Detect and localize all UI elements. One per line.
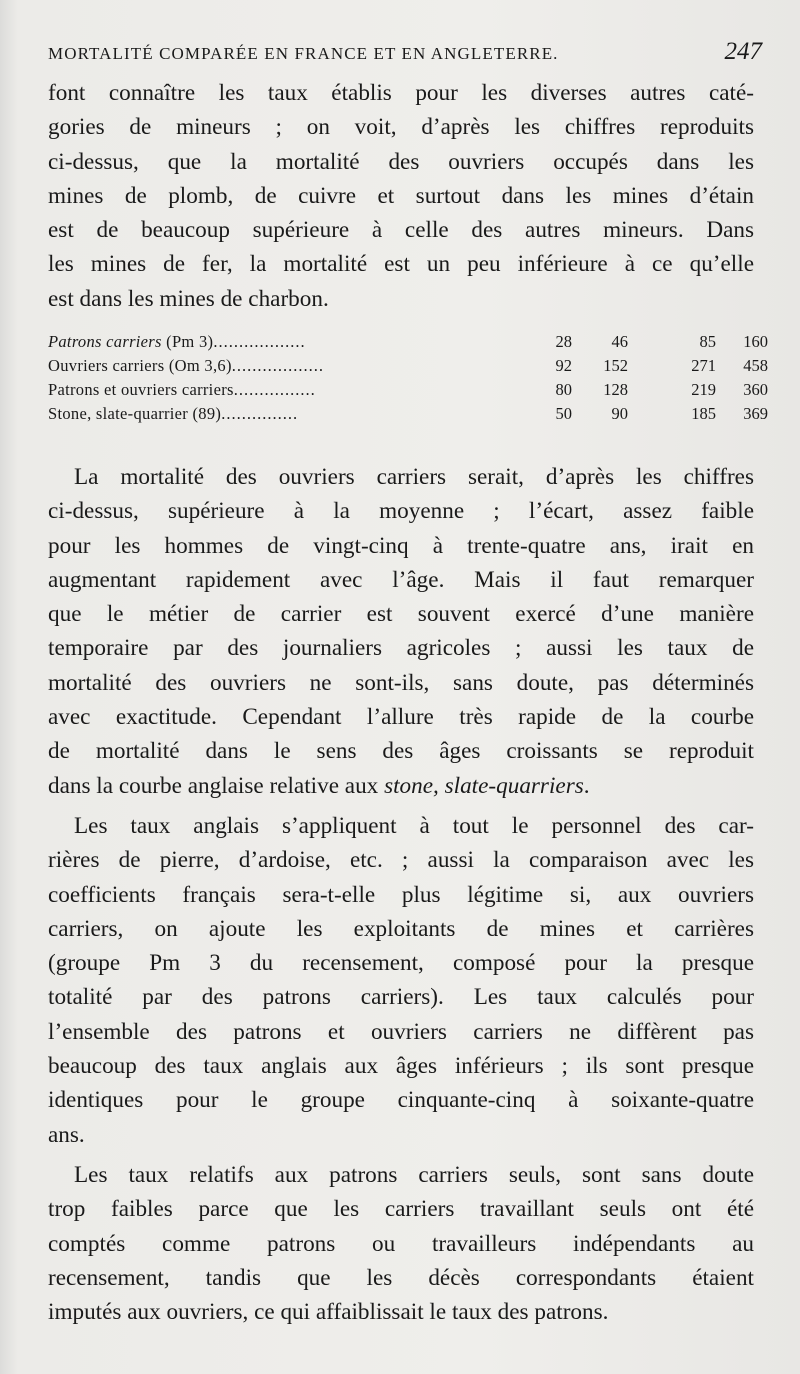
table-row	[48, 402, 768, 426]
row-label	[48, 402, 518, 426]
value-cell: 28	[555, 332, 572, 351]
value-cell: 271	[691, 356, 716, 375]
text-line: La mortalité des ouvriers carriers serait, d’après les chiffres	[74, 464, 754, 490]
value-cell: 219	[691, 380, 716, 399]
page-number: 247	[724, 38, 762, 65]
text-line: Les taux relatifs aux patrons carriers seuls, sont sans doute	[74, 1162, 754, 1188]
value-cell: 50	[555, 404, 572, 423]
row-label	[48, 330, 518, 354]
text-line: coefficients français sera-t-elle plus légitime si, aux ouvriers	[48, 881, 754, 908]
table-row	[48, 354, 768, 378]
text-line: carriers, on ajoute les exploitants de mines et carrières	[48, 915, 754, 942]
text-line: identiques pour le groupe cinquante-cinq à soixante-quatre	[48, 1087, 754, 1114]
text-span: .	[583, 772, 590, 799]
value-cell: 369	[743, 404, 768, 423]
value-cell: 160	[743, 332, 768, 351]
text-line: les mines de fer, la mortalité est un peu inférieure à ce qu’elle	[48, 251, 754, 278]
row-label-text: Stone, slate-quarrier (89)	[48, 404, 222, 423]
text-line: pour les hommes de vingt-cinq à trente-quatre ans, irait en	[48, 532, 754, 559]
text-line: (groupe Pm 3 du recensement, composé pour la presque	[48, 950, 754, 977]
value-cell: 128	[603, 380, 628, 399]
leader-dots: ................	[233, 380, 316, 399]
row-label-text: Patrons et ouvriers carriers	[48, 380, 234, 399]
value-cell: 152	[603, 356, 628, 375]
italic-term: stone, slate-quarriers	[384, 772, 584, 799]
leader-dots: ..................	[213, 332, 306, 351]
text-line: font connaître les taux établis pour les diverses autres caté-	[48, 80, 754, 106]
leader-dots: ..................	[231, 356, 324, 375]
running-title: MORTALITÉ COMPARÉE EN FRANCE ET EN ANGLETERRE.	[48, 44, 559, 63]
text-line: est dans les mines de charbon.	[48, 285, 329, 312]
row-label	[48, 378, 518, 402]
paragraph-3	[48, 809, 754, 1152]
text-line: ci-dessus, que la mortalité des ouvriers occupés dans les	[48, 148, 754, 175]
text-line: ans.	[48, 1121, 85, 1148]
text-line: trop faibles parce que les carriers travaillant seuls ont été	[48, 1196, 754, 1223]
value-cell: 80	[555, 380, 572, 399]
text-span: dans la courbe anglaise relative aux	[48, 772, 385, 799]
paragraph-1	[48, 76, 754, 316]
table-row	[48, 378, 768, 402]
text-line: beaucoup des taux anglais aux âges inférieurs ; ils sont presque	[48, 1053, 754, 1080]
value-cell: 90	[611, 404, 628, 423]
value-cell: 185	[691, 404, 716, 423]
text-line: Les taux anglais s’appliquent à tout le personnel des car-	[74, 813, 754, 839]
text-line: recensement, tandis que les décès correspondants étaient	[48, 1264, 754, 1291]
text-line: de mortalité dans le sens des âges croissants se reproduit	[48, 738, 754, 765]
text-line: est de beaucoup supérieure à celle des autres mineurs. Dans	[48, 217, 754, 244]
value-cell: 46	[611, 332, 628, 351]
paragraph-2	[48, 460, 754, 803]
row-label-text: Ouvriers carriers (Om 3,6)	[48, 356, 232, 375]
text-line: l’ensemble des patrons et ouvriers carriers ne diffèrent pas	[48, 1018, 754, 1045]
value-cell: 85	[699, 332, 716, 351]
row-label	[48, 354, 518, 378]
text-line: ci-dessus, supérieure à la moyenne ; l’écart, assez faible	[48, 498, 754, 525]
text-line: totalité par des patrons carriers). Les taux calculés pour	[48, 984, 754, 1011]
running-header	[48, 38, 766, 78]
text-line: comptés comme patrons ou travailleurs indépendants au	[48, 1230, 754, 1257]
text-line: avec exactitude. Cependant l’allure très rapide de la courbe	[48, 704, 754, 731]
text-line: mortalité des ouvriers ne sont-ils, sans doute, pas déterminés	[48, 669, 754, 696]
text-line: augmentant rapidement avec l’âge. Mais il faut remarquer	[48, 566, 754, 593]
value-cell: 92	[555, 356, 572, 375]
paragraph-4	[48, 1158, 754, 1329]
leader-dots: ...............	[221, 404, 299, 423]
text-line: temporaire par des journaliers agricoles ; aussi les taux de	[48, 635, 754, 662]
row-label-italic: Patrons carriers	[48, 332, 162, 351]
mortality-table	[48, 330, 768, 426]
row-label-text: (Pm 3)	[161, 332, 214, 351]
text-line: que le métier de carrier est souvent exercé d’une manière	[48, 601, 754, 628]
text-line	[48, 769, 754, 803]
table-row	[48, 330, 768, 354]
value-cell: 458	[743, 356, 768, 375]
text-line: gories de mineurs ; on voit, d’après les chiffres reproduits	[48, 114, 754, 141]
text-line: mines de plomb, de cuivre et surtout dans les mines d’étain	[48, 182, 754, 209]
text-line: rières de pierre, d’ardoise, etc. ; aussi la comparaison avec les	[48, 847, 754, 874]
text-line: imputés aux ouvriers, ce qui affaiblissait le taux des patrons.	[48, 1299, 609, 1326]
value-cell: 360	[743, 380, 768, 399]
